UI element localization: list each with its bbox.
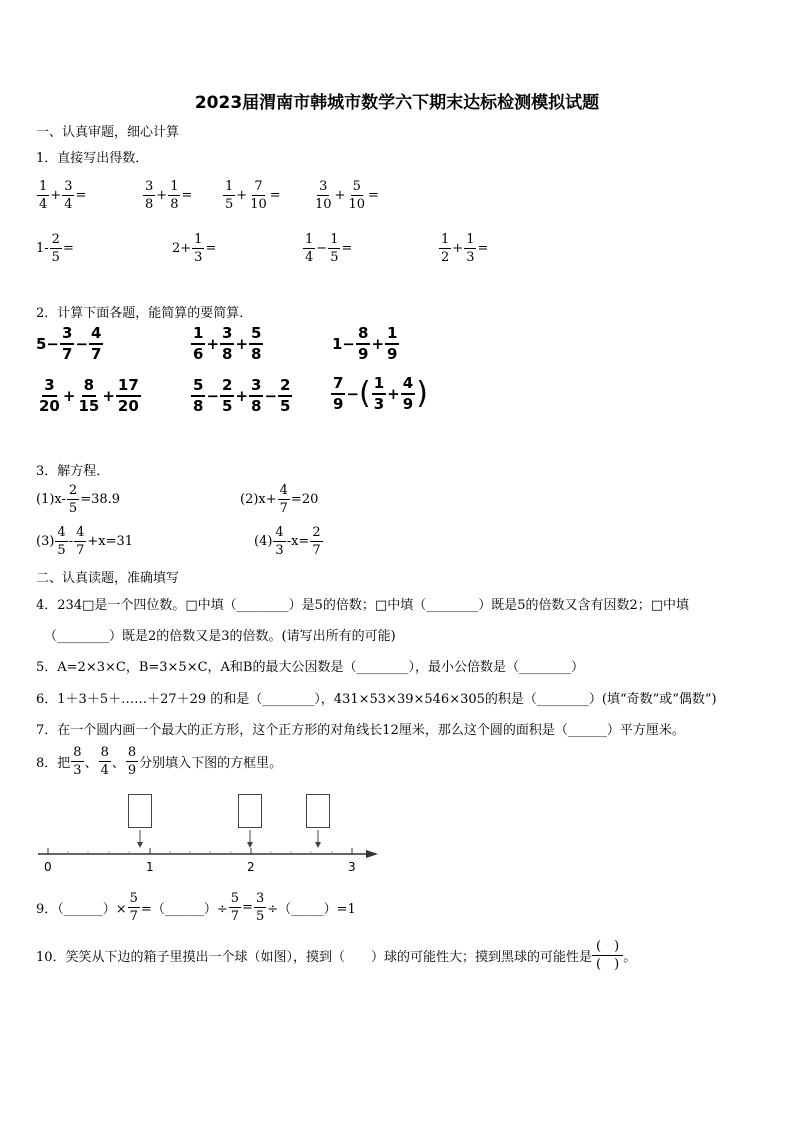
equals: =	[205, 241, 217, 256]
prefix: (2)x+	[240, 492, 277, 507]
prefix: (4)	[254, 534, 273, 549]
denominator: 5	[255, 909, 265, 924]
numerator: 3	[64, 179, 73, 194]
denominator: 5	[68, 501, 78, 516]
numerator: 1	[330, 232, 339, 247]
denominator: 4	[39, 197, 48, 212]
denominator: 3	[373, 395, 385, 413]
fraction-f1	[37, 378, 62, 414]
fraction-1	[128, 892, 140, 923]
tick-label-1: 1	[146, 860, 154, 874]
denominator: 3	[194, 250, 203, 265]
numerator: 8	[356, 326, 370, 345]
operator: −	[316, 241, 328, 256]
denominator: 9	[402, 395, 414, 413]
denominator: 4	[100, 763, 109, 778]
numerator: 4	[89, 326, 103, 345]
fraction-b	[346, 180, 367, 211]
numerator: 5	[191, 378, 205, 397]
axis-arrow	[366, 850, 378, 858]
denominator: 2	[441, 250, 450, 265]
prefix: 10．笑笑从下边的箱子里摸出一个球（如图），摸到（ ）球的可能性大；摸到黑球的可能性是	[36, 950, 593, 965]
q6: 6．1＋3＋5＋……＋27＋29 的和是（________），431×53×39×546×305的积是（________）(填“奇数”或“偶数”)	[36, 692, 717, 707]
prefix: 8．把	[36, 756, 71, 771]
fraction-3	[126, 746, 138, 777]
section-2-heading: 二、认真读题，准确填写	[36, 571, 180, 586]
q8-text	[36, 746, 282, 777]
q9-text	[36, 892, 356, 923]
paren: )	[416, 376, 428, 411]
denominator: 5	[57, 543, 66, 558]
numerator: 4	[76, 525, 85, 540]
denominator: 20	[117, 397, 139, 415]
q3-e4	[254, 526, 324, 557]
fraction	[278, 484, 290, 515]
fraction-2	[99, 746, 111, 777]
fraction-a	[223, 180, 235, 211]
denominator: 7	[279, 501, 288, 516]
q1-row1-expr	[142, 180, 192, 211]
fraction-1	[71, 746, 83, 777]
numerator: 3	[145, 179, 154, 194]
denominator: 9	[387, 345, 398, 363]
tick-label-2: 2	[247, 860, 255, 874]
middle-1: =（______）÷	[140, 902, 228, 917]
numerator: 3	[42, 378, 56, 397]
operator: -	[68, 534, 74, 549]
denominator: 7	[91, 345, 102, 363]
number-line-figure	[36, 790, 386, 880]
q1-row1-expr	[222, 180, 281, 211]
q3-e1	[36, 484, 120, 515]
operator: +	[235, 335, 249, 353]
prefix: 2+	[172, 241, 192, 256]
operator: +	[62, 387, 76, 405]
numerator: 8	[82, 378, 96, 397]
fraction-f3	[116, 378, 141, 414]
numerator: 5	[249, 326, 263, 345]
numerator: 8	[100, 745, 109, 760]
numerator: 5	[129, 891, 138, 906]
q1-row1-expr	[312, 180, 379, 211]
fraction	[67, 484, 79, 515]
numerator: 1	[170, 179, 179, 194]
fraction-f2	[385, 326, 399, 362]
operator: −	[264, 387, 278, 405]
numerator: 1	[39, 179, 48, 194]
suffix: ÷（_____）=1	[267, 902, 356, 917]
operator: +	[156, 188, 168, 203]
numerator: 4	[401, 376, 415, 395]
operator: -x=	[286, 534, 310, 549]
fraction-f2	[220, 378, 234, 414]
numerator: 1	[441, 232, 450, 247]
fraction-a	[143, 180, 155, 211]
fraction-f3	[401, 376, 415, 412]
q1-row2-expr	[438, 233, 488, 264]
denominator: 10	[315, 197, 332, 212]
denominator: 15	[78, 397, 100, 415]
equals: =	[341, 241, 353, 256]
blank-denominator: ( )	[596, 957, 620, 972]
numerator: 3	[249, 378, 263, 397]
numerator: 1	[385, 326, 399, 345]
fraction-f2	[372, 376, 386, 412]
suffix: +x=31	[87, 534, 134, 549]
numerator: 3	[60, 326, 74, 345]
numerator: 3	[220, 326, 234, 345]
denominator: 7	[62, 345, 73, 363]
numerator: 4	[57, 525, 66, 540]
suffix: =38.9	[80, 492, 121, 507]
fraction-f2	[76, 378, 101, 414]
denominator: 6	[193, 345, 204, 363]
denominator: 7	[76, 543, 85, 558]
operator: +	[50, 188, 62, 203]
prefix: 9．（______）×	[36, 902, 127, 917]
operator: +	[371, 335, 385, 353]
fraction-2	[229, 892, 241, 923]
denominator: 9	[127, 763, 137, 778]
q4-line1: 4．234□是一个四位数。□中填（________）是5的倍数；□中填（________）既是5的倍数又含有因数2；□中填	[36, 598, 690, 613]
numerator: 2	[278, 378, 292, 397]
equals: =	[75, 188, 87, 203]
equals: =	[181, 188, 193, 203]
fraction-1	[55, 526, 67, 557]
numerator: 4	[279, 483, 288, 498]
numerator: 2	[51, 232, 60, 247]
numerator: 5	[230, 891, 240, 906]
denominator: 9	[358, 345, 369, 363]
tick-label-0: 0	[44, 860, 52, 874]
numerator: 3	[255, 891, 265, 906]
pointer-arrow-3	[315, 842, 321, 848]
denominator: 4	[64, 197, 73, 212]
fraction-f1	[60, 326, 74, 362]
operator: −	[346, 385, 360, 403]
fraction-b	[62, 180, 74, 211]
tick-label-3: 3	[348, 860, 356, 874]
numerator: 4	[275, 525, 284, 540]
prefix: (1)x-	[36, 492, 66, 507]
fraction-f1	[191, 326, 205, 362]
denominator: 8	[170, 197, 179, 212]
fraction-a	[37, 180, 49, 211]
q1-label: 1．直接写出得数．	[36, 151, 149, 166]
q5: 5．A=2×3×C，B=3×5×C，A和B的最大公因数是（________），最小公倍数是（________）	[36, 660, 584, 675]
numerator: 8	[127, 745, 137, 760]
q4-line2: （________）既是2的倍数又是3的倍数。(请写出所有的可能)	[44, 629, 396, 644]
prefix: (3)	[36, 534, 55, 549]
equals: =	[269, 188, 281, 203]
numerator: 17	[116, 378, 141, 397]
numerator: 3	[319, 179, 328, 194]
fraction-f4	[278, 378, 292, 414]
denominator: 3	[466, 250, 475, 265]
fraction-b	[192, 233, 204, 264]
pointer-arrow-2	[247, 842, 253, 848]
prefix: 5−	[36, 335, 60, 353]
operator: +	[387, 385, 400, 403]
fraction-b	[168, 180, 180, 211]
blank-numerator: ( )	[592, 940, 623, 956]
fraction	[273, 526, 285, 557]
numerator: 5	[352, 179, 361, 194]
denominator: 5	[280, 397, 291, 415]
denominator: 8	[251, 397, 262, 415]
denominator: 5	[222, 397, 233, 415]
numerator: 1	[372, 376, 386, 395]
q3-e2	[240, 484, 318, 515]
fraction-f1	[356, 326, 370, 362]
q2-e2	[190, 326, 264, 362]
operator: +	[452, 241, 464, 256]
fraction-f3	[249, 378, 263, 414]
fraction-2	[310, 526, 322, 557]
numerator: 2	[68, 483, 78, 498]
equals: =	[477, 241, 489, 256]
separator: 、	[84, 756, 98, 771]
page-title: 2023届渭南市韩城市数学六下期末达标检测模拟试题	[194, 93, 600, 113]
suffix: 分别填入下图的方框里。	[139, 756, 283, 771]
q2-e1	[36, 326, 104, 362]
paren: (	[359, 376, 371, 411]
number-line-svg	[36, 790, 386, 880]
fraction-f1	[191, 378, 205, 414]
fraction-f3	[249, 326, 263, 362]
fraction-f2	[220, 326, 234, 362]
q2-e3	[332, 326, 400, 362]
prefix: 1−	[332, 335, 356, 353]
denominator: 7	[230, 909, 240, 924]
numerator: 1	[225, 179, 234, 194]
numerator: 2	[312, 525, 321, 540]
prefix: 1-	[36, 241, 49, 256]
suffix: 。	[623, 950, 637, 965]
numerator: 2	[220, 378, 234, 397]
operator: −	[206, 387, 220, 405]
q7: 7．在一个圆内画一个最大的正方形，这个正方形的对角线长12厘米，那么这个圆的面积是（______）平方厘米。	[36, 723, 685, 738]
numerator: 7	[254, 179, 263, 194]
denominator: 3	[275, 543, 284, 558]
operator: +	[236, 188, 248, 203]
denominator: 10	[250, 197, 267, 212]
q10-text	[36, 940, 636, 971]
fraction-b	[464, 233, 476, 264]
q1-row2-expr	[36, 233, 74, 264]
denominator: 9	[333, 395, 344, 413]
fraction-b	[248, 180, 269, 211]
operator: +	[334, 188, 346, 203]
fraction-3	[254, 892, 266, 923]
fraction-a	[313, 180, 334, 211]
operator: +	[235, 387, 249, 405]
q1-row2-expr	[172, 233, 216, 264]
fraction-2	[74, 526, 86, 557]
denominator: 5	[225, 197, 234, 212]
pointer-arrow-1	[137, 842, 143, 848]
numerator: 8	[73, 745, 82, 760]
fraction-f1	[331, 376, 345, 412]
denominator: 20	[39, 397, 60, 415]
equals: =	[368, 188, 379, 203]
fraction-f2	[89, 326, 103, 362]
numerator: 1	[466, 232, 475, 247]
q2-label: 2．计算下面各题，能简算的要简算．	[36, 306, 253, 321]
q3-label: 3．解方程．	[36, 464, 110, 479]
fraction-b	[50, 233, 62, 264]
denominator: 8	[222, 345, 233, 363]
denominator: 5	[330, 250, 339, 265]
operator: +	[102, 387, 115, 405]
denominator: 5	[51, 250, 60, 265]
fraction-a	[439, 233, 451, 264]
denominator: 7	[312, 543, 321, 558]
equals: =	[62, 241, 74, 256]
denominator: 8	[193, 397, 204, 415]
fraction-a	[303, 233, 315, 264]
suffix: =20	[290, 492, 319, 507]
middle-2: =	[242, 900, 253, 915]
numerator: 1	[191, 326, 205, 345]
numerator: 1	[194, 232, 203, 247]
numerator: 1	[305, 232, 314, 247]
denominator: 3	[73, 763, 82, 778]
blank-fraction[interactable]	[592, 940, 623, 971]
operator: −	[75, 335, 89, 353]
q2-e4	[36, 378, 142, 414]
denominator: 4	[305, 250, 314, 265]
fraction-b	[328, 233, 340, 264]
denominator: 8	[251, 345, 262, 363]
denominator: 7	[129, 909, 138, 924]
denominator: 10	[348, 197, 365, 212]
q2-e6	[330, 376, 428, 412]
section-1-heading: 一、认真审题，细心计算	[36, 125, 180, 140]
denominator: 8	[145, 197, 154, 212]
q1-row2-expr	[302, 233, 352, 264]
numerator: 7	[331, 376, 345, 395]
separator: 、	[111, 756, 125, 771]
q3-e3	[36, 526, 133, 557]
operator: +	[206, 335, 220, 353]
q2-e5	[190, 378, 293, 414]
q1-row1-expr	[36, 180, 86, 211]
